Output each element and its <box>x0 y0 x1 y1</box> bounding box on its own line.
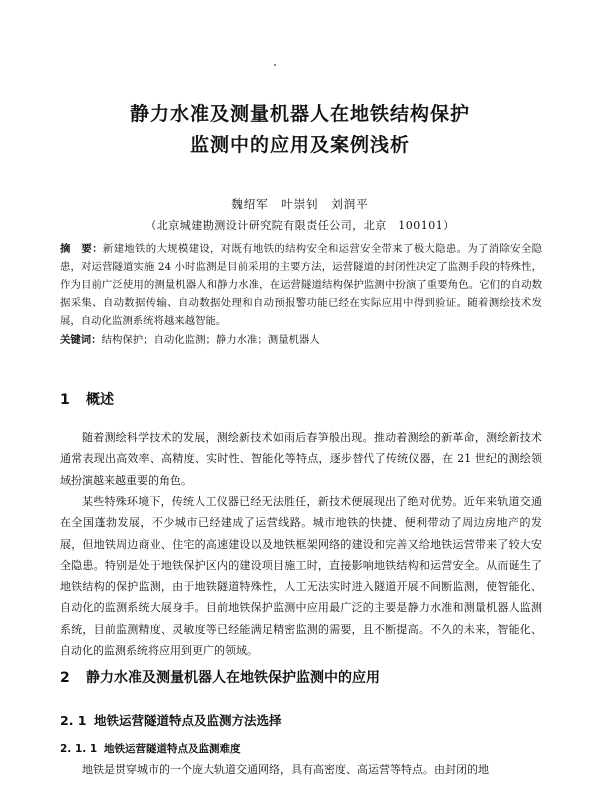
keywords-label: 关键词： <box>60 334 102 346</box>
section-1-paragraph-1: 随着测绘科学技术的发展，测绘新技术如雨后春笋般出现。推动着测绘的新革命，测绘新技术通常表现出高效率、高精度、实时性、智能化等特点，逐步替代了传统仪器，在 21 世纪的测绘领域扮演越来越重要的角色。 <box>60 431 542 487</box>
abstract <box>60 240 542 330</box>
abstract-text: 新建地铁的大规模建设，对既有地铁的结构安全和运营安全带来了极大隐患。为了消除安全隐患，对运营隧道实施 24 小时监测是目前采用的主要方法，运营隧道的封闭性决定了监测手段的特殊性，作为目前广泛使用的测量机器人和静力水准，在运营隧道结构保护监测中扮演了重要角色。它们的自动数据采集、自动数据传输、自动数据处理和自动预报警功能已经在实际应用中得到验证。随着测绘技术发展，自动化监测系统将越来越智能。 <box>60 243 542 327</box>
authors: 魏绍军 叶崇钊 刘润平 <box>231 197 369 211</box>
section-1-number: 1 <box>60 392 70 408</box>
section-2-1-title: 地铁运营隧道特点及监测方法选择 <box>94 713 282 728</box>
section-2-1-1-title: 地铁运营隧道特点及监测难度 <box>104 743 241 755</box>
section-2-title: 静力水准及测量机器人在地铁保护监测中的应用 <box>86 670 380 686</box>
paper-title-line1: 静力水准及测量机器人在地铁结构保护 <box>129 103 470 125</box>
affiliation: （北京城建勘测设计研究院有限责任公司，北京 100101） <box>145 219 455 232</box>
section-2-1-number: 2. 1 <box>60 713 87 728</box>
keywords-text: 结构保护；自动化监测；静力水准；测量机器人 <box>101 334 320 346</box>
section-2-1-1-paragraph-start: 地铁是贯穿城市的一个庞大轨道交通网络，具有高密度、高运营等特点。由封闭的地 <box>82 763 489 776</box>
abstract-label: 摘 要： <box>60 243 103 255</box>
section-1-heading <box>60 389 114 409</box>
keywords <box>60 331 542 349</box>
section-1-paragraph-2: 某些特殊环境下，传统人工仪器已经无法胜任，新技术便展现出了绝对优势。近年来轨道交通在全国蓬勃发展，不少城市已经建成了运营线路。城市地铁的快捷、便利带动了周边房地产的发展，但地铁周边商业、住宅的高速建设以及地铁框架网络的建设和完善又给地铁运营带来了较大安全隐患。特别是处于地铁保护区内的建设项目施工时，直接影响地铁结构和运营安全。从而诞生了地铁结构的保护监测，由于地铁隧道特殊性，人工无法实时进入隧道开展不间断监测，使智能化、自动化的监测系统大展身手。目前地铁保护监测中应用最广泛的主要是静力水准和测量机器人监测系统，目前监测精度、灵敏度等已经能满足精密监测的需要，且不断提高。不久的未来，智能化、自动化的监测系统将应用到更广的领域。 <box>60 495 542 658</box>
section-2-1-heading <box>60 711 282 729</box>
paper-title-line2: 监测中的应用及案例浅析 <box>189 134 410 156</box>
section-2-heading <box>60 667 380 687</box>
section-1-title: 概述 <box>86 392 114 408</box>
section-2-1-1-number: 2. 1. 1 <box>60 743 98 755</box>
section-2-1-1-heading <box>60 741 241 756</box>
section-2-number: 2 <box>60 670 70 686</box>
scan-speck <box>274 64 276 66</box>
